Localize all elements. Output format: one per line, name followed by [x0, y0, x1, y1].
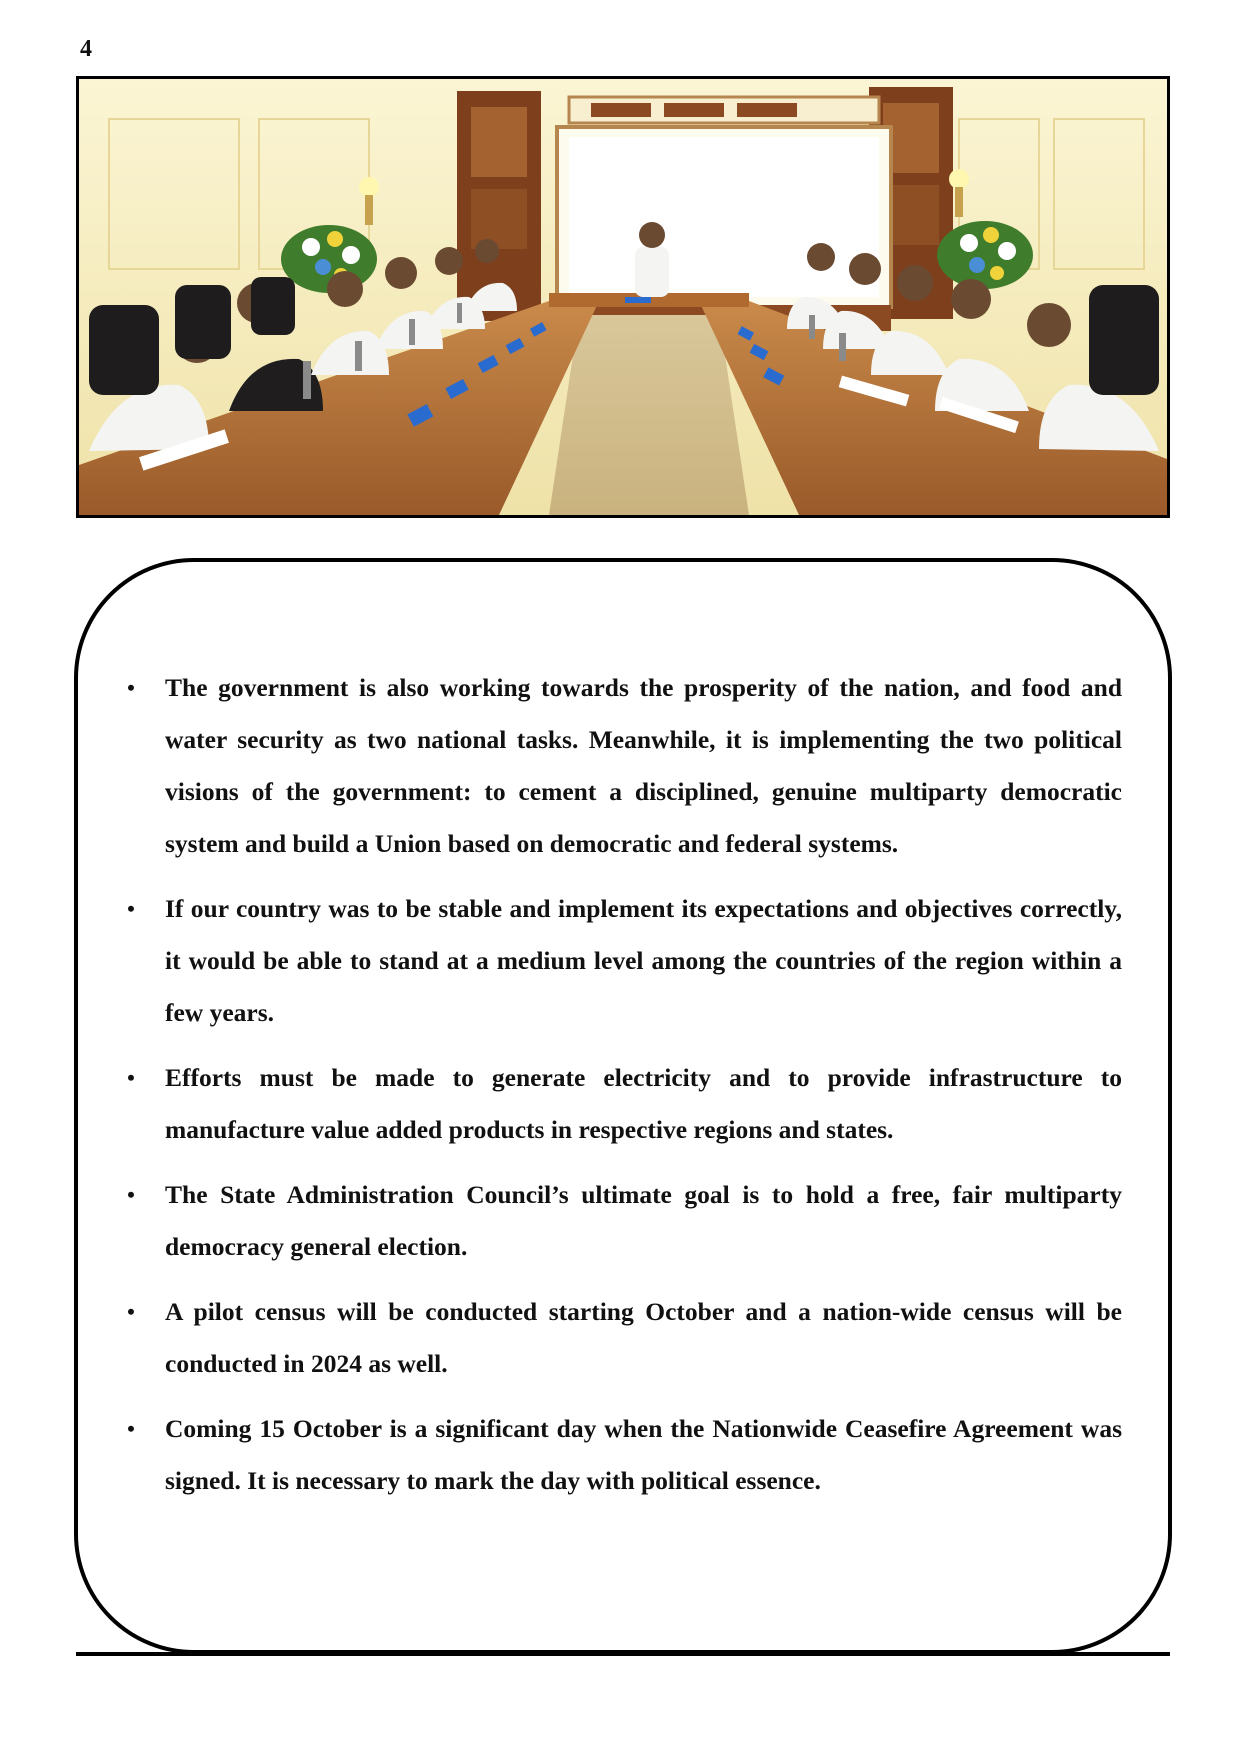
list-item-text: Coming 15 October is a significant day when the Nationwide Ceasefire Agreement was signed. It is necessary to mark the day with political essence.: [165, 1414, 1122, 1495]
list-item-text: The State Administration Council’s ultimate goal is to hold a free, fair multiparty democracy general election.: [165, 1180, 1122, 1261]
footer-divider: [76, 1652, 1170, 1656]
list-item: [124, 1286, 1122, 1390]
list-item-text: The government is also working towards the prosperity of the nation, and food and water security as two national tasks. Meanwhile, it is implementing the two political visions of the government: to cement a disciplined, genuine multiparty democratic system and build a Union based on democratic and federal systems.: [165, 673, 1122, 858]
page-number: 4: [80, 36, 92, 62]
bullet-icon: •: [127, 1065, 135, 1090]
list-item: [124, 662, 1122, 870]
bullet-icon: •: [127, 896, 135, 921]
meeting-photo-illustration: [79, 79, 1167, 515]
list-item: [124, 1403, 1122, 1507]
meeting-photo: [76, 76, 1170, 518]
list-item-text: A pilot census will be conducted starting October and a nation-wide census will be conducted in 2024 as well.: [165, 1297, 1122, 1378]
list-item: [124, 1169, 1122, 1273]
list-item-text: Efforts must be made to generate electricity and to provide infrastructure to manufacture value added products in respective regions and states.: [165, 1063, 1122, 1144]
key-points-list: [124, 662, 1122, 1520]
bullet-icon: •: [127, 1182, 135, 1207]
bullet-icon: •: [127, 1299, 135, 1324]
list-item: [124, 1052, 1122, 1156]
bullet-icon: •: [127, 1416, 135, 1441]
list-item: [124, 883, 1122, 1039]
bullet-icon: •: [127, 675, 135, 700]
key-points-box: [74, 558, 1172, 1654]
list-item-text: If our country was to be stable and implement its expectations and objectives correctly, it would be able to stand at a medium level among the countries of the region within a few years.: [165, 894, 1122, 1027]
